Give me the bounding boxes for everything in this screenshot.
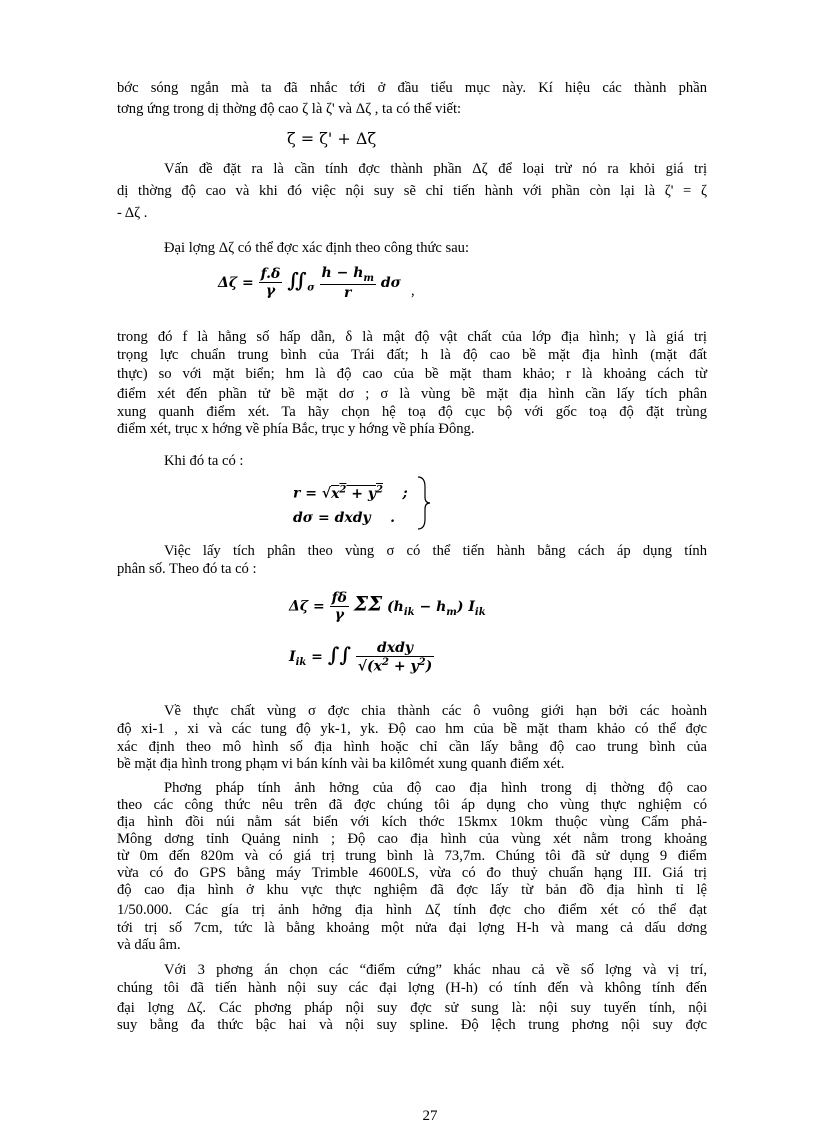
text-line: Phơng pháp tính ảnh hởng của độ cao địa hình trong dị thờng độ cao xyxy=(164,780,707,796)
equation-zeta: ζ = ζ' + Δζ xyxy=(287,129,377,148)
text-line: xung quanh điểm xét. Ta hãy chọn hệ toạ độ cục bộ với gốc toạ độ đặt trùng xyxy=(117,404,707,420)
text-line: và dấu âm. xyxy=(117,937,181,953)
equation-sum: Δζ = $\frac{f\delta}{\gamma}$ ΣΣ $(h_{ik} - h_m)$ $I_{ik}$ xyxy=(289,590,486,623)
text-line: tới trị số 7cm, tức là bằng khoảng một nửa đại lợng H-h và mang cả dấu dơng xyxy=(117,920,707,936)
text-line: trong đó f là hằng số hấp dẫn, δ là mật độ vật chất của lớp địa hình; γ là giá trị xyxy=(117,329,707,345)
text-line: điểm xét, trục x hớng về phía Bắc, trục y hớng về phía Đông. xyxy=(117,421,475,437)
text-line: chúng tôi đã tiến hành nội suy các đại lợng (H-h) có tính đến và không tính đến xyxy=(117,980,707,996)
text-line: Mông dơng tỉnh Quảng ninh ; Độ cao địa hình của vùng xét nằm trong khoảng xyxy=(117,831,707,847)
text-line: - Δζ . xyxy=(117,205,148,221)
text-line: bề mặt địa hình trong phạm vi bán kính vài ba kilômét xung quanh điểm xét. xyxy=(117,756,565,772)
equation-delta-zeta: Δζ = $\frac{f.\delta}{\gamma}$ $∬_\sigma$ $\frac{h - h_m}{r}$ dσ xyxy=(218,265,401,301)
text-line: độ xi-1 , xi và các tung độ yk-1, yk. Độ cao hm của bề mặt tham khảo có thể đợc xyxy=(117,721,707,737)
text-line: suy bằng đa thức bậc hai và nội suy spline. Độ lệch trung phơng nội suy đợc xyxy=(117,1017,707,1033)
text-line: từ 0m đến 820m và có giá trị trung bình là 73,7m. Chúng tôi đã sử dụng 9 điểm xyxy=(117,848,707,864)
equation-comma: , xyxy=(411,283,415,299)
text-line: Việc lấy tích phân theo vùng σ có thể tiến hành bằng cách áp dụng tính xyxy=(164,543,707,559)
text-line: vừa có đo GPS bằng máy Trimble 4600LS, vừa có đo thuỷ chuẩn hạng III. Giá trị xyxy=(117,865,707,881)
text-line: Đại lợng Δζ có thể đợc xác định theo công thức sau: xyxy=(164,240,470,256)
text-line: địa hình đồi núi nằm sát biển với kích thớc 15kmx 10km thuộc vùng Cẩm phả- xyxy=(117,814,707,830)
page-number: 27 xyxy=(422,1108,438,1124)
text-line: dị thờng độ cao và khi đó việc nội suy sẽ chỉ tiến hành với phần còn lại là ζ' = ζ xyxy=(117,183,707,199)
text-line: Về thực chất vùng σ đợc chia thành các ô vuông giới hạn bởi các hoành xyxy=(164,703,707,719)
equation-system: $r = √x^2 + y^2$ ; dσ = dxdy . xyxy=(293,484,408,526)
right-brace xyxy=(416,475,432,531)
text-line: Với 3 phơng án chọn các “điểm cứng” khác nhau cả về số lợng và vị trí, xyxy=(164,962,707,978)
text-line: bớc sóng ngắn mà ta đã nhắc tới ở đầu tiểu mục này. Kí hiệu các thành phần xyxy=(117,80,707,96)
text-line: theo các công thức nêu trên đã đợc chúng tôi áp dụng cho vùng thực nghiệm có xyxy=(117,797,707,813)
text-line: điểm xét đến phần tử bề mặt dσ ; σ là vùng bề mặt địa hình cần lấy tích phân xyxy=(117,386,707,402)
text-line: đại lợng Δζ. Các phơng pháp nội suy đợc sử sung là: nội suy tuyến tính, nội xyxy=(117,1000,707,1016)
text-line: Khi đó ta có : xyxy=(164,453,244,469)
text-line: độ cao địa hình ở khu vực thực nghiệm đã đợc lấy từ bản đồ địa hình tỉ lệ xyxy=(117,882,707,898)
text-line: thực) so với mặt biển; hm là độ cao của bề mặt tham khảo; r là khoảng cách từ xyxy=(117,366,707,382)
text-line: xác định theo mô hình số địa hình hoặc chỉ cần lấy bằng độ cao trung bình của xyxy=(117,739,707,755)
text-line: Vấn đề đặt ra là cần tính đợc thành phần Δζ để loại trừ nó ra khỏi giá trị xyxy=(164,161,707,177)
text-line: tơng ứng trong dị thờng độ cao ζ là ζ' và Δζ , ta có thể viết: xyxy=(117,101,462,117)
text-line: trọng lực chuẩn trung bình của Trái đất; h là độ cao bề mặt địa hình (mặt đất xyxy=(117,347,707,363)
text-line: phân số. Theo đó ta có : xyxy=(117,561,257,577)
equation-integral: $I_{ik}$ = ∫∫ $\frac{\text{dxdy}}{√(x^2 + y^2)}$ xyxy=(289,640,433,675)
text-line: 1/50.000. Các gía trị ảnh hởng địa hình Δζ tính đợc cho điểm xét có thể đạt xyxy=(117,902,707,918)
